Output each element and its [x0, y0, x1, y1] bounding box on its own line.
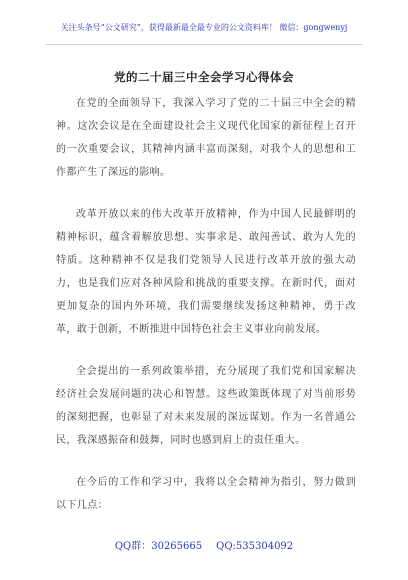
- page-footer: [0, 537, 408, 552]
- page-header: 关注头条号“公文研究”，获得最新最全最专业的公文资料库！ 微信：gongwenyj: [60, 23, 348, 32]
- qq-number: QQ:535304092: [216, 541, 294, 552]
- document-title: 党的二十届三中全会学习心得体会: [114, 70, 294, 84]
- document-body: [56, 92, 356, 536]
- paragraph: 在党的全面领导下，我深入学习了党的二十届三中全会的精神。这次会议是在全面建设社会主义现代化国家的新征程上召开的一次重要会议，其精神内涵丰富而深刻，对我个人的思想和工作都产生了深远的影响。: [56, 98, 356, 178]
- qq-group-number: QQ群：30265665: [114, 541, 203, 552]
- paragraph: 在今后的工作和学习中，我将以全会精神为指引，努力做到以下几点：: [56, 477, 356, 511]
- paragraph: 改革开放以来的伟大改革开放精神，作为中国人民最鲜明的精神标识，蕴含着解放思想、实事求是、敢闯善试、敢为人先的特质。这种精神不仅是我们党领导人民进行改革开放的强大动力，也是我们应对各种风险和挑战的重要支撑。在新时代，面对更加复杂的国内外环境，我们需要继续发扬这种精神，勇于改革，敢于创新，不断推进中国特色社会主义事业向前发展。: [56, 209, 356, 335]
- header-divider: [46, 44, 362, 45]
- paragraph: 全会提出的一系列政策举措，充分展现了我们党和国家解决经济社会发展问题的决心和智慧。这些政策既体现了对当前形势的深刻把握，也彰显了对未来发展的深远谋划。作为一名普通公民，我深感振奋和鼓舞，同时也感到肩上的责任重大。: [56, 366, 356, 446]
